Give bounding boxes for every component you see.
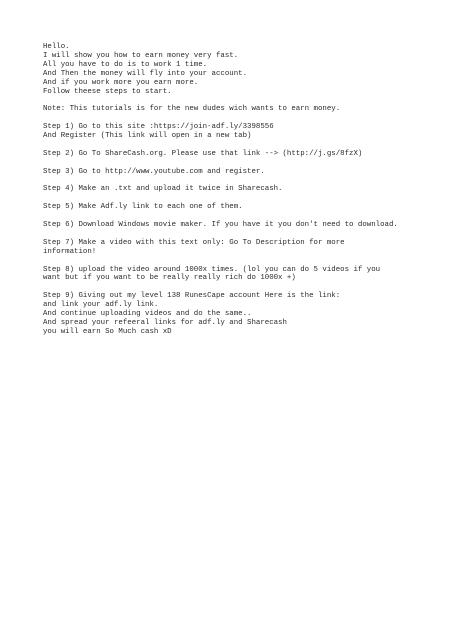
step-8 — [43, 266, 413, 284]
text-line: Step 8) upload the video around 1000x times. (lol you can do 5 videos if you — [43, 265, 381, 274]
step-3 — [43, 168, 413, 177]
note-paragraph — [43, 105, 413, 114]
text-line: information! — [43, 247, 97, 256]
text-line: Step 1) Go to this site :https://join-adf.ly/3398556 — [43, 123, 274, 132]
step-5 — [43, 203, 413, 212]
step-1 — [43, 123, 413, 141]
document-body — [43, 43, 413, 346]
text-line: Follow theese steps to start. — [43, 87, 172, 96]
text-line: And Register (This link will open in a new tab) — [43, 132, 252, 141]
text-line: And if you work more you earn more. — [43, 78, 199, 87]
text-line: I will show you how to earn money very fast. — [43, 51, 239, 60]
text-line: Step 6) Download Windows movie maker. If you have it you don't need to download. — [43, 221, 398, 230]
text-line: And continue uploading videos and do the same.. — [43, 310, 252, 319]
step-9 — [43, 292, 413, 337]
text-line: And Then the money will fly into your account. — [43, 69, 248, 78]
step-2 — [43, 150, 413, 159]
step-4 — [43, 185, 413, 194]
text-line: Note: This tutorials is for the new dudes wich wants to earn money. — [43, 105, 341, 114]
step-6 — [43, 221, 413, 230]
step-7 — [43, 239, 413, 257]
text-line: And spread your refeeral links for adf.ly and Sharecash — [43, 318, 287, 327]
text-line: Hello. — [43, 43, 70, 51]
text-line: Step 7) Make a video with this text only: Go To Description for more — [43, 238, 345, 247]
text-line: Step 2) Go To ShareCash.org. Please use that link --> (http://j.gs/8fzX) — [43, 149, 363, 158]
text-line: Step 4) Make an .txt and upload it twice in Sharecash. — [43, 185, 283, 194]
intro-paragraph — [43, 43, 413, 96]
text-line: All you have to do is to work 1 time. — [43, 60, 208, 69]
text-line: and link your adf.ly link. — [43, 301, 159, 310]
text-line: want but if you want to be really really rich do 1000x +) — [43, 274, 296, 283]
text-line: Step 5) Make Adf.ly link to each one of them. — [43, 203, 243, 212]
text-line: you will earn So Much cash xD — [43, 327, 172, 336]
text-line: Step 3) Go to http://www.youtube.com and register. — [43, 167, 265, 176]
text-line: Step 9) Giving out my level 138 RunesCape account Here is the link: — [43, 292, 341, 301]
